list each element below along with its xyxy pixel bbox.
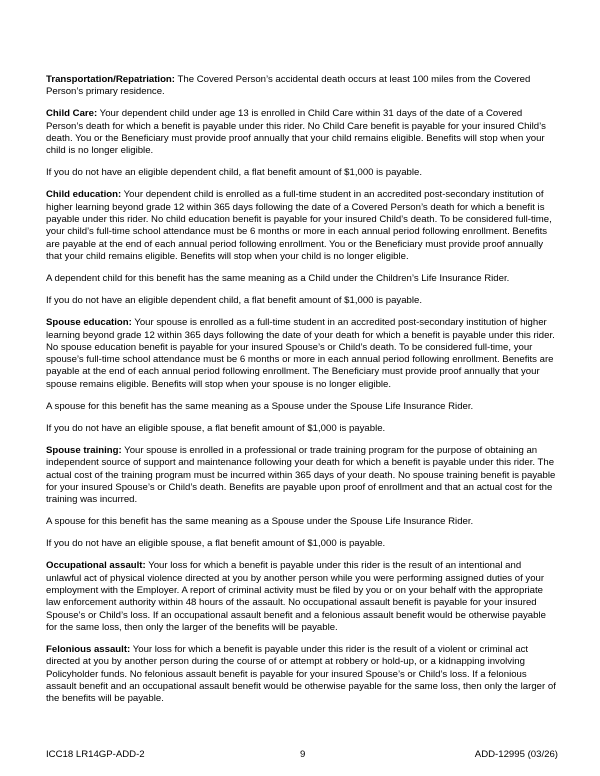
term-label: Spouse education: (46, 317, 132, 329)
paragraph-spouse-education (46, 317, 558, 391)
term-label: Felonious assault: (46, 644, 131, 656)
page-footer (46, 749, 558, 761)
footer-form-code: ICC18 LR14GP-ADD-2 (46, 749, 145, 760)
paragraph-spouse-definition (46, 401, 558, 413)
paragraph-spouse-education-flat-benefit (46, 423, 558, 435)
footer-form-id: ADD-12995 (03/26) (474, 749, 558, 760)
paragraph-child-education-flat-benefit (46, 295, 558, 307)
term-label: Child Care: (46, 108, 98, 120)
paragraph-child-care-flat-benefit (46, 167, 558, 179)
paragraph-text: Your loss for which a benefit is payable under this rider is the result of a violent or criminal act directed at you by another person during the course of or attempt at robbery or hold-up, or a kidnapping involving Policyholder funds. No felonious assault benefit is payable for your insured Spouse’s or Child’s loss. If a felonious assault benefit and an occupational assault benefit would be otherwise payable for the same loss, then only the larger of the benefits will be payable. (46, 644, 556, 705)
paragraph-text: Your dependent child under age 13 is enrolled in Child Care within 31 days of the date of a Covered Person’s death for which a benefit is payable under this rider. No Child Care benefit is payable for your insured Child’s death. You or the Beneficiary must provide proof annually that your child remains eligible. Benefits will stop when your child is no longer eligible. (46, 108, 546, 157)
paragraph-text: Your dependent child is enrolled as a full-time student in an accredited post-secondary institution of higher learning beyond grade 12 within 365 days following the date of a Covered Person’s death for which a benefit is payable under this rider. No child education benefit is payable for your insured Child’s death. To be considered full-time, your child’s full-time school attendance must be 6 months or more in each annual period following enrollment. Benefits are payable at the end of each annual period following enrollment. You or the Beneficiary must provide proof annually that your child remains eligible. Benefits will stop when your child is no longer eligible. (46, 189, 552, 262)
paragraph-text: If you do not have an eligible dependent child, a flat benefit amount of $1,000 is payable. (46, 295, 423, 307)
paragraph-text: Your loss for which a benefit is payable under this rider is the result of an intentional and unlawful act of physical violence directed at you by another person while you were performing assigned duties of your employment with the Employer. A report of criminal activity must be filed by you or on your behalf with the appropriate law enforcement authority within 48 hours of the assault. No occupational assault benefit is payable for your insured Spouse’s or Child’s loss. If an occupational assault benefit and a felonious assault benefit would be otherwise payable for the same loss, then only the larger of the benefits will be payable. (46, 560, 546, 633)
paragraph-child-education (46, 189, 558, 263)
paragraph-text: The Covered Person’s accidental death occurs at least 100 miles from the Covered Person’s primary residence. (46, 74, 531, 98)
paragraph-transportation-repatriation (46, 74, 558, 99)
paragraph-occupational-assault (46, 560, 558, 634)
paragraph-text: A dependent child for this benefit has the same meaning as a Child under the Children’s Life Insurance Rider. (46, 273, 510, 285)
term-label: Transportation/Repatriation: (46, 74, 175, 85)
paragraph-text: If you do not have an eligible dependent child, a flat benefit amount of $1,000 is payable. (46, 167, 423, 179)
paragraph-child-care (46, 108, 558, 157)
paragraph-felonious-assault (46, 644, 558, 705)
paragraph-text: Your spouse is enrolled in a professional or trade training program for the purpose of obtaining an independent source of support and maintenance following your death for which a benefit is payable under this rider. The actual cost of the training program must be incurred within 365 days of your death. No spouse training benefit is payable for your insured Spouse’s or Child’s death. Benefits are payable upon proof of enrollment and that an actual cost for the training was incurred. (46, 445, 556, 506)
paragraph-text: If you do not have an eligible spouse, a flat benefit amount of $1,000 is payable. (46, 422, 386, 434)
paragraph-child-definition (46, 273, 558, 285)
footer-page-number: 9 (300, 749, 306, 760)
document-body (46, 74, 558, 715)
paragraph-text: Your spouse is enrolled as a full-time student in an accredited post-secondary institution of higher learning beyond grade 12 within 365 days following the date of your death for which a benefit is payable under this rider. No spouse education benefit is payable for your insured Spouse’s or Child’s death. To be considered full-time, your spouse’s full-time school attendance must be 6 months or more in each annual period following enrollment. Benefits are payable at the end of each annual period following enrollment. The Beneficiary must provide proof annually that your spouse remains eligible. Benefits will stop when your spouse is no longer eligible. (46, 317, 555, 390)
term-label: Spouse training: (46, 445, 122, 456)
paragraph-text: A spouse for this benefit has the same meaning as a Spouse under the Spouse Life Insurance Rider. (46, 516, 474, 528)
term-label: Occupational assault: (46, 560, 146, 572)
paragraph-spouse-definition-2 (46, 516, 558, 528)
term-label: Child education: (46, 189, 122, 201)
paragraph-spouse-training (46, 445, 558, 506)
paragraph-text: If you do not have an eligible spouse, a flat benefit amount of $1,000 is payable. (46, 538, 386, 550)
paragraph-text: A spouse for this benefit has the same meaning as a Spouse under the Spouse Life Insurance Rider. (46, 400, 474, 412)
paragraph-spouse-training-flat-benefit (46, 538, 558, 550)
